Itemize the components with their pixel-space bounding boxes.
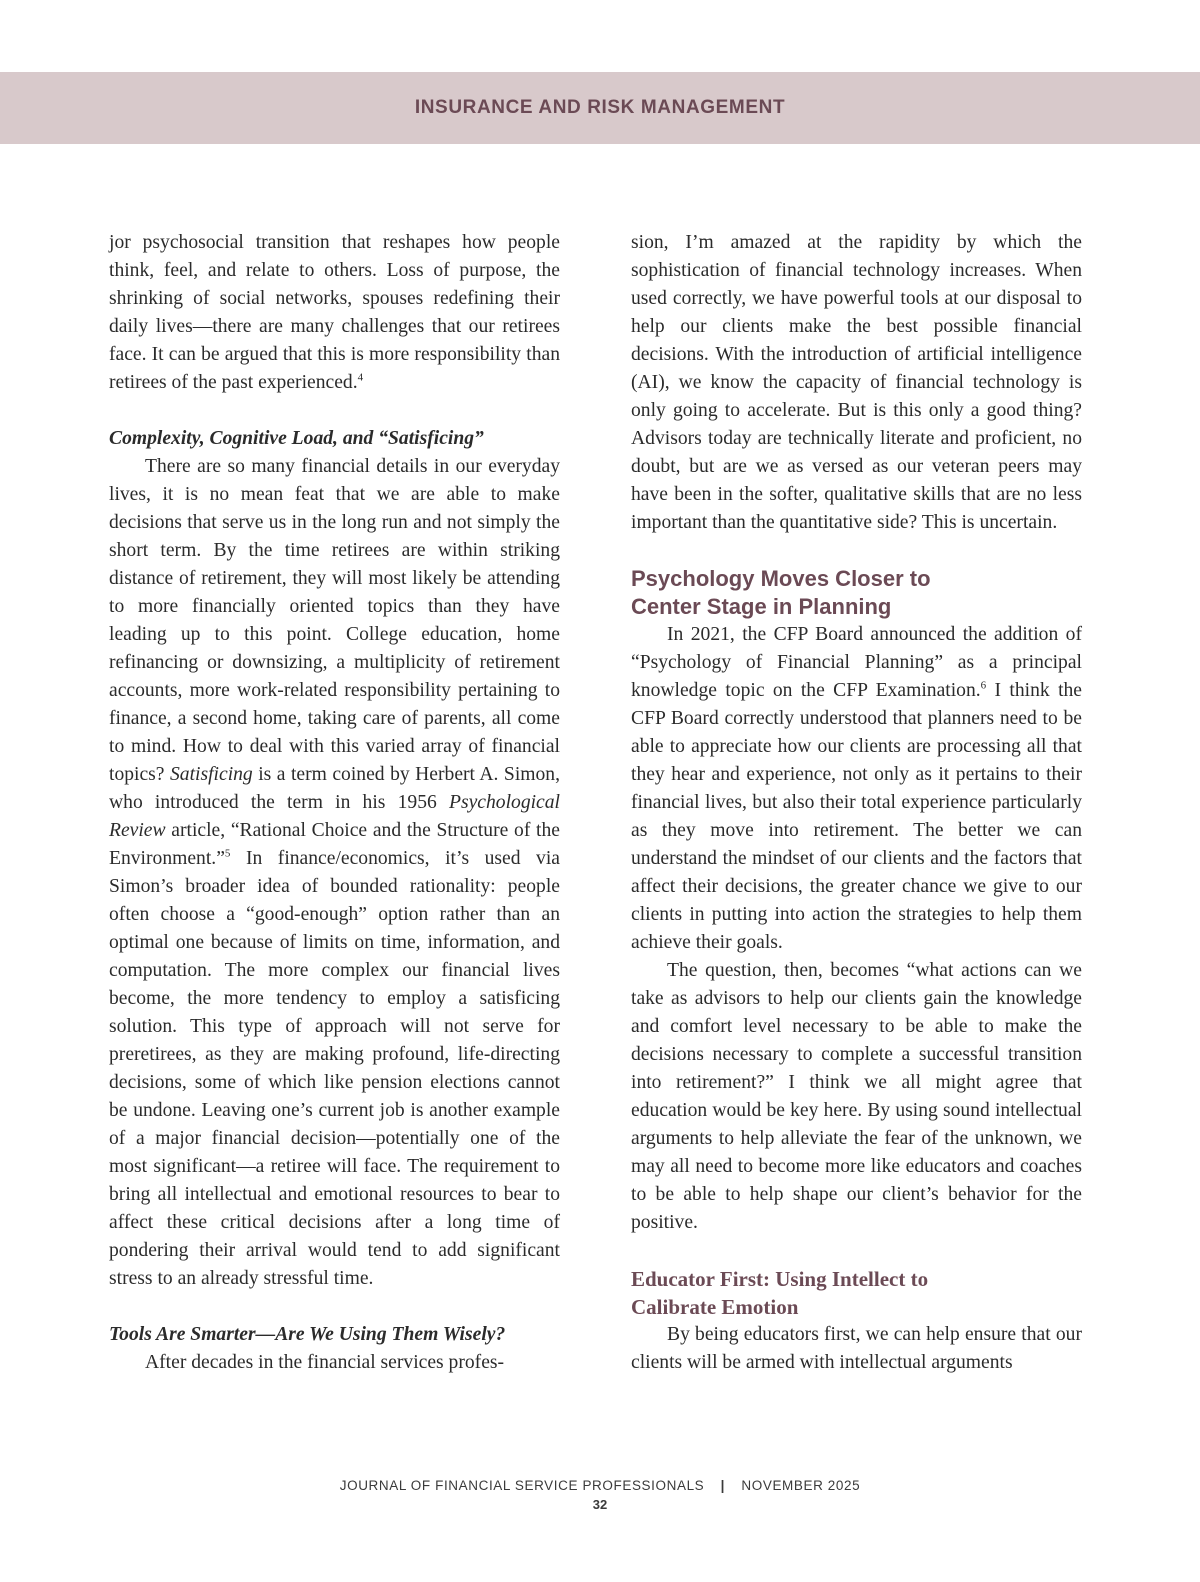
left-paragraph-3: After decades in the financial services profes- [145, 1352, 505, 1373]
heading-psychology: Psychology Moves Closer to Center Stage in Planning [631, 566, 931, 619]
right-paragraph-4: By being educators first, we can help ensure that our clients will be armed with intellectual arguments [631, 1324, 1082, 1373]
left-paragraph-2: There are so many financial details in our everyday lives, it is no mean feat that we are able to make decisions that serve us in the long run and not simply the short term. By the time retirees are within striking distance of retirement, they will most likely be attending to more financially oriented topics than they have leading up to this point. College education, home refinancing or downsizing, a multiplicity of retirement accounts, more work-related responsibility pertaining to finance, a second home, taking care of parents, all come to mind. How to deal with this varied array of financial topics? Satisficing is a term coined by Herbert A. Simon, who introduced the term in his 1956 Psychological Review article, “Rational Choice and the Structure of the Environment.”$^5$ In finance/economics, it’s used via Simon’s broader idea of bounded rationality: people often choose a “good-enough” option rather than an optimal one because of limits on time, information, and computation. The more complex our financial lives become, the more tendency to employ a satisficing solution. This type of approach will not serve for preretirees, as they are making profound, life-directing decisions, some of which like pension elections cannot be undone. Leaving one’s current job is another example of a major financial decision—potentially one of the most significant—a retiree will face. The requirement to bring all intellectual and emotional resources to bear to affect these critical decisions after a long time of pondering their arrival would tend to add significant stress to an already stressful time. [109, 456, 560, 1289]
section-header-band [0, 72, 1200, 144]
footnote-ref-4: 4 [357, 371, 364, 384]
subheading-tools: Tools Are Smarter—Are We Using Them Wisely? [109, 1324, 506, 1345]
page-number: 32 [592, 1497, 608, 1512]
term-satisficing: Satisficing [170, 764, 253, 785]
heading-educator-first: Educator First: Using Intellect to Calibrate Emotion [631, 1267, 929, 1319]
left-paragraph-1: jor psychosocial transition that reshapes how people think, feel, and relate to others. Loss of purpose, the shrinking of social networks, spouses redefining their daily lives—there are many challenges that our retirees face. It can be argued that this is more responsibility than retirees of the past experienced.$^4$ [109, 232, 560, 393]
right-column [631, 229, 1082, 1377]
subheading-complexity: Complexity, Cognitive Load, and “Satisficing” [109, 428, 484, 449]
right-paragraph-1: sion, I’m amazed at the rapidity by which the sophistication of financial technology increases. When used correctly, we have powerful tools at our disposal to help our clients make the best possible financial decisions. With the introduction of artificial intelligence (AI), we know the capacity of financial technology is only going to accelerate. But is this only a good thing? Advisors today are technically literate and proficient, no doubt, but are we as versed as our veteran peers may have been in the softer, qualitative skills that are no less important than the quantitative side? This is uncertain. [631, 232, 1082, 533]
section-title: INSURANCE AND RISK MANAGEMENT [414, 97, 786, 118]
right-paragraph-2: In 2021, the CFP Board announced the addition of “Psychology of Financial Planning” as a principal knowledge topic on the CFP Examination.$^6$ I think the CFP Board correctly understood that planners need to be able to appreciate how our clients are processing all that they hear and experience, not only as it pertains to their financial lives, but also their total experience particularly as they move into retirement. The better we can understand the mindset of our clients and the factors that affect their decisions, the greater chance we give to our clients in putting into action the strategies to help them achieve their goals. [631, 624, 1083, 953]
footer-line [0, 1478, 1200, 1493]
footer-separator: | [720, 1478, 726, 1493]
left-column [109, 229, 560, 1377]
issue-date: NOVEMBER 2025 [741, 1478, 861, 1493]
footnote-ref-5: 5 [224, 847, 231, 860]
right-paragraph-3: The question, then, becomes “what actions can we take as advisors to help our clients gain the knowledge and comfort level necessary to be able to make the decisions necessary to complete a successful transition into retirement?” I think we all might agree that education would be key here. By using sound intellectual arguments to help alleviate the fear of the unknown, we may all need to become more like educators and coaches to be able to help shape our client’s behavior for the positive. [631, 960, 1082, 1233]
journal-name: JOURNAL OF FINANCIAL SERVICE PROFESSIONALS [339, 1478, 705, 1493]
journal-title: Psychological Review [109, 792, 560, 841]
page-footer [0, 1478, 1200, 1512]
footnote-ref-6: 6 [980, 679, 987, 692]
